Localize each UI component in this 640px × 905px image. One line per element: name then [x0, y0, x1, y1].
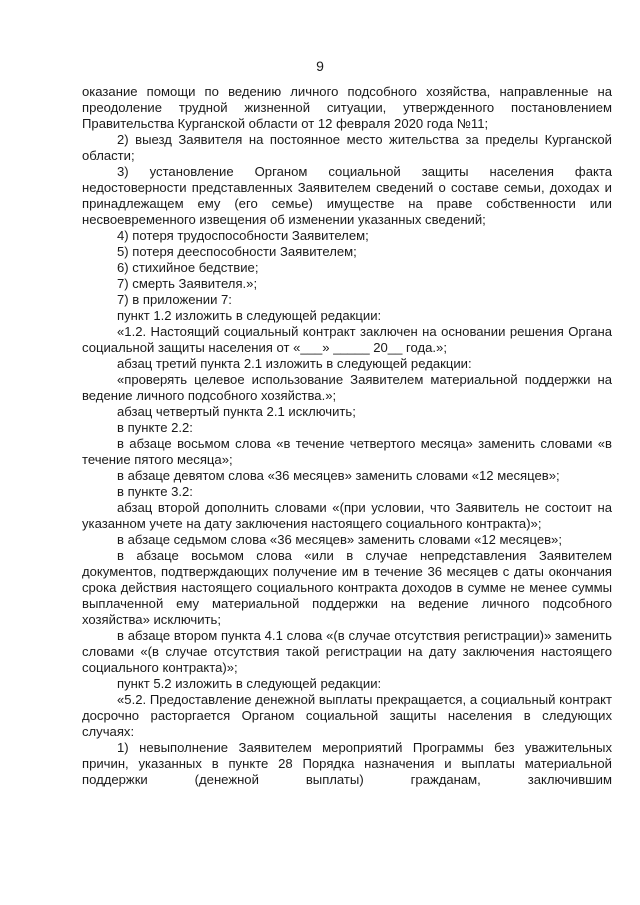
paragraph-15: в абзаце восьмом слова «в течение четвертого месяца» заменить словами «в течение пятого месяца»;	[82, 436, 612, 467]
paragraph-12: «проверять целевое использование Заявителем материальной поддержки на ведение личного подсобного хозяйства.»;	[82, 372, 612, 403]
paragraph-14: в пункте 2.2:	[117, 420, 193, 435]
paragraph-1: оказание помощи по ведению личного подсобного хозяйства, направленные на преодоление трудной жизненной ситуации, утвержденного постановлением Правительства Курганской области от 12 февраля 2020 года №11;	[82, 84, 612, 131]
paragraph-9: пункт 1.2 изложить в следующей редакции:	[117, 308, 382, 323]
paragraph-13: абзац четвертый пункта 2.1 исключить;	[117, 404, 356, 419]
document-body	[82, 84, 612, 788]
paragraph-4: 4) потеря трудоспособности Заявителем;	[117, 228, 369, 243]
paragraph-20: в абзаце восьмом слова «или в случае непредставления Заявителем документов, подтверждающих получение им в течение 36 месяцев с даты окончания срока действия настоящего социального контракта доходов в сумме не менее суммы выплаченной ему материальной поддержки на ведение личного подсобного хозяйства» исключить;	[82, 548, 612, 627]
page-number: 9	[316, 58, 324, 74]
paragraph-5: 5) потеря дееспособности Заявителем;	[117, 244, 357, 259]
paragraph-10: «1.2. Настоящий социальный контракт заключен на основании решения Органа социальной защиты населения от «___» _____ 20__ года.»;	[82, 324, 612, 355]
paragraph-22: пункт 5.2 изложить в следующей редакции:	[117, 676, 382, 691]
paragraph-6: 6) стихийное бедствие;	[117, 260, 259, 275]
paragraph-11: абзац третий пункта 2.1 изложить в следующей редакции:	[117, 356, 472, 371]
paragraph-16: в абзаце девятом слова «36 месяцев» заменить словами «12 месяцев»;	[117, 468, 560, 483]
paragraph-19: в абзаце седьмом слова «36 месяцев» заменить словами «12 месяцев»;	[117, 532, 562, 547]
paragraph-7: 7) смерть Заявителя.»;	[117, 276, 258, 291]
paragraph-24: 1) невыполнение Заявителем мероприятий Программы без уважительных причин, указанных в пункте 28 Порядка назначения и выплаты материальной поддержки (денежной выплаты) гражданам, заключившим	[82, 740, 612, 787]
paragraph-21: в абзаце втором пункта 4.1 слова «(в случае отсутствия регистрации)» заменить словами «(в случае отсутствия такой регистрации на дату заключения настоящего социального контракта)»;	[82, 628, 612, 675]
paragraph-3: 3) установление Органом социальной защиты населения факта недостоверности представленных Заявителем сведений о составе семьи, доходах и принадлежащем ему (его семье) имуществе на праве собственности или несвоевременного извещения об изменении указанных сведений;	[82, 164, 612, 227]
paragraph-8: 7) в приложении 7:	[117, 292, 232, 307]
paragraph-17: в пункте 3.2:	[117, 484, 193, 499]
paragraph-18: абзац второй дополнить словами «(при условии, что Заявитель не состоит на указанном учете на дату заключения настоящего социального контракта)»;	[82, 500, 612, 531]
paragraph-2: 2) выезд Заявителя на постоянное место жительства за пределы Курганской области;	[82, 132, 612, 163]
paragraph-23: «5.2. Предоставление денежной выплаты прекращается, а социальный контракт досрочно расторгается Органом социальной защиты населения в следующих случаях:	[82, 692, 612, 739]
